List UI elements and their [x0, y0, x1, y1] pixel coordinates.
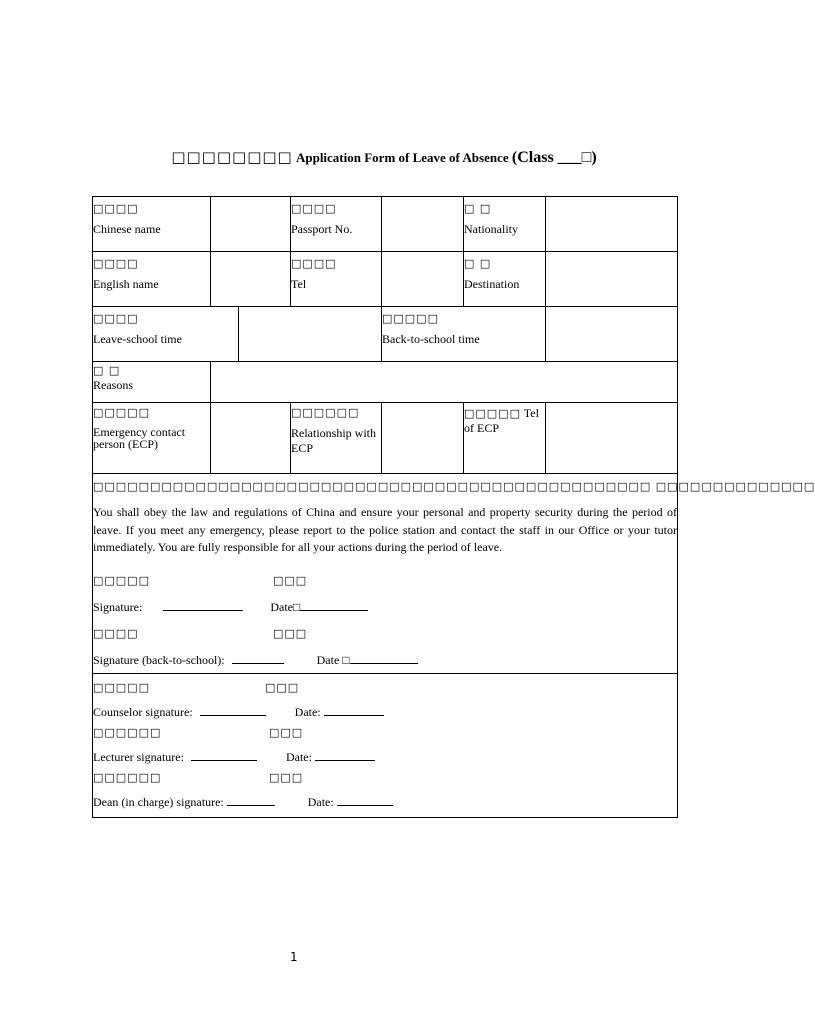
lecturer-label: Lecturer signature: — [93, 749, 184, 764]
label-chinese-name: □□□□ Chinese name — [93, 197, 211, 252]
english-name-field[interactable] — [211, 252, 291, 307]
signature-back-label: Signature (back-to-school): — [93, 652, 225, 667]
counselor-signature-row — [93, 703, 677, 719]
reasons-field[interactable] — [211, 362, 678, 403]
lecturer-line[interactable] — [191, 748, 257, 761]
tel-field[interactable] — [382, 252, 464, 307]
title-class: (Class ___□) — [511, 149, 597, 166]
page-number: 1 — [290, 950, 298, 964]
staff-sign-section — [93, 673, 678, 817]
leave-time-field[interactable] — [239, 307, 382, 362]
label-tel-ecp: □□□□□ Tel of ECP — [464, 403, 546, 474]
title-english: Application Form of Leave of Absence — [295, 150, 509, 165]
label-english-name: □□□□ English name — [93, 252, 211, 307]
date-label: Date□ — [270, 599, 301, 614]
row-1 — [93, 197, 678, 252]
row-5 — [93, 403, 678, 474]
label-destination: □ □ Destination — [464, 252, 546, 307]
form-title — [0, 148, 768, 167]
relationship-field[interactable] — [382, 403, 464, 474]
chinese-name-field[interactable] — [211, 197, 291, 252]
label-tel: □□□□ Tel — [291, 252, 382, 307]
counselor-date-label: Date: — [294, 704, 321, 719]
dean-signature-row — [93, 793, 677, 809]
student-sign-zh: □□□□□ □□□ — [93, 573, 308, 587]
notice-section — [93, 474, 815, 674]
counselor-label: Counselor signature: — [93, 704, 193, 719]
label-ecp: □□□□□ Emergency contact person (ECP) — [93, 403, 211, 474]
nationality-field[interactable] — [546, 197, 678, 252]
dean-label: Dean (in charge) signature: — [93, 794, 224, 809]
counselor-line[interactable] — [200, 703, 266, 716]
lecturer-date-label: Date: — [285, 749, 312, 764]
signature-label: Signature: — [93, 599, 143, 614]
signature-back-line[interactable] — [232, 651, 284, 664]
row-notice — [93, 474, 678, 674]
student-signature-row — [93, 598, 677, 614]
destination-field[interactable] — [546, 252, 678, 307]
date-line[interactable] — [300, 598, 368, 611]
row-staff — [93, 673, 678, 817]
signature-line[interactable] — [163, 598, 243, 611]
lecturer-date-line[interactable] — [315, 748, 375, 761]
ecp-field[interactable] — [211, 403, 291, 474]
lecturer-zh: □□□□□□ □□□ — [93, 725, 304, 739]
counselor-zh: □□□□□ □□□ — [93, 680, 300, 694]
dean-date-line[interactable] — [337, 793, 393, 806]
leave-application-table — [92, 196, 815, 818]
title-chinese: □□□□□□□□ — [171, 148, 293, 166]
label-relationship: □□□□□□ Relationship with ECP — [291, 403, 382, 474]
dean-line[interactable] — [227, 793, 275, 806]
date-back-label: Date □ — [316, 652, 350, 667]
row-2 — [93, 252, 678, 307]
student-back-signature-row — [93, 651, 677, 667]
passport-field[interactable] — [382, 197, 464, 252]
label-leave-time: □□□□ Leave-school time — [93, 307, 239, 362]
dean-date-label: Date: — [307, 794, 334, 809]
label-nationality: □ □ Nationality — [464, 197, 546, 252]
back-time-field[interactable] — [546, 307, 678, 362]
date-back-line[interactable] — [350, 651, 418, 664]
student-back-sign-zh: □□□□ □□□ — [93, 626, 308, 640]
notice-english: You shall obey the law and regulations of China and ensure your personal and property security during the period of leave. If you meet any emergency, please report to the police station and contact the staff in our Office or your tutor immediately. You are fully responsible for all your actions during the period of leave. — [93, 505, 678, 554]
tel-ecp-field[interactable] — [546, 403, 678, 474]
row-3 — [93, 307, 678, 362]
lecturer-signature-row — [93, 748, 677, 764]
counselor-date-line[interactable] — [324, 703, 384, 716]
label-back-time: □□□□□ Back-to-school time — [382, 307, 546, 362]
notice-chinese: □□□□□□□□□□□□□□□□□□□□□□□□□□□□□□□□□□□□□□□□□□□□□□□□□ □□□□□□□□□□□□□□ — [93, 480, 815, 493]
dean-zh: □□□□□□ □□□ — [93, 770, 304, 784]
label-reasons: □ □ Reasons — [93, 362, 211, 403]
row-4 — [93, 362, 678, 403]
label-passport: □□□□ Passport No. — [291, 197, 382, 252]
